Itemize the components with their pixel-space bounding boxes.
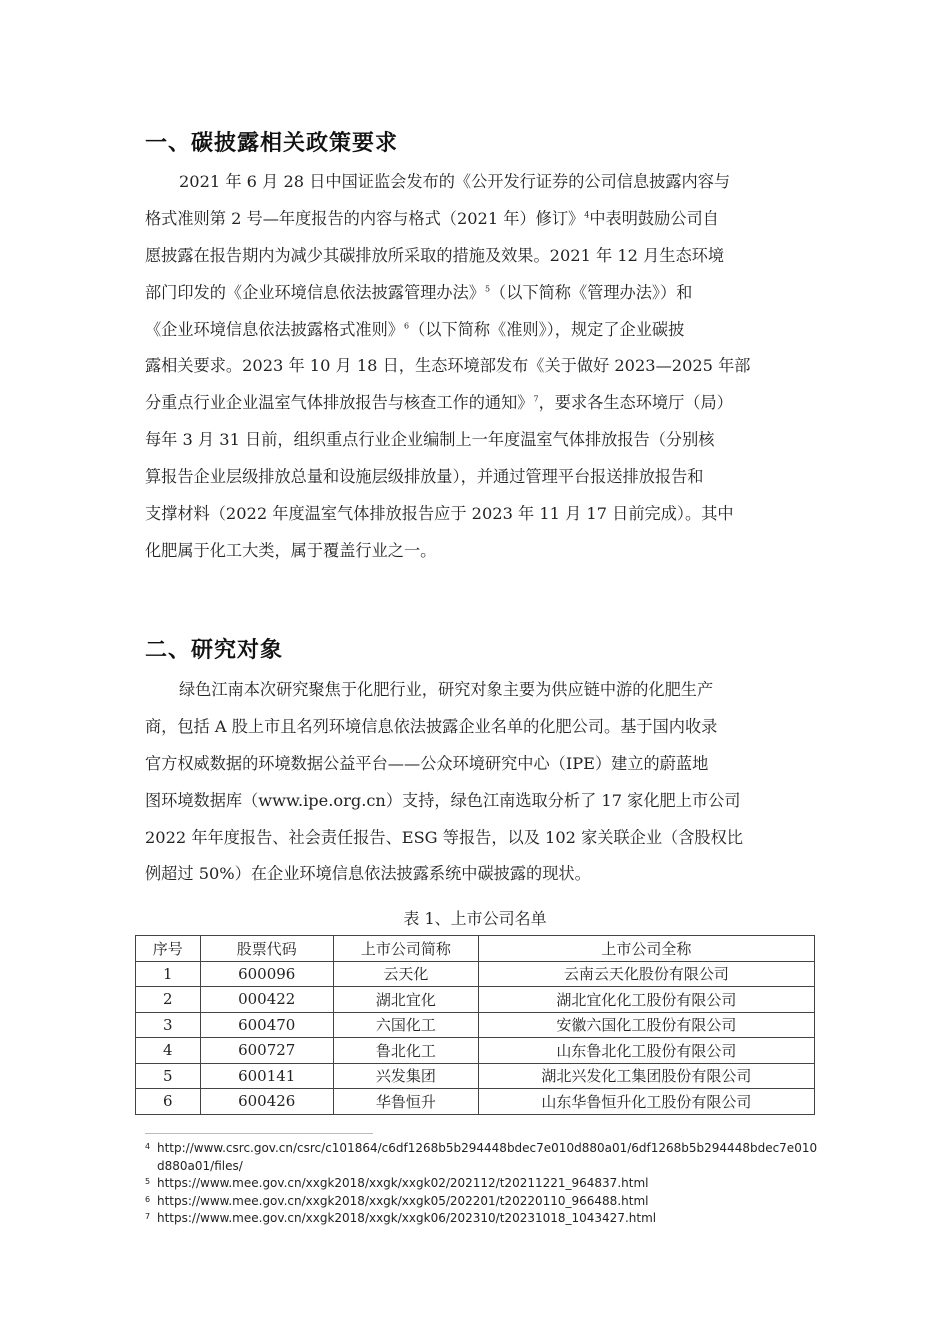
footnote-marker: 6 bbox=[404, 321, 410, 331]
line-text: 中表明鼓励公司自 bbox=[589, 208, 719, 228]
line-text: 分重点行业企业温室气体排放报告与核查工作的通知》 bbox=[145, 393, 534, 413]
table-cell: 600426 bbox=[200, 1089, 333, 1115]
table-cell: 000422 bbox=[200, 987, 333, 1013]
paragraph-line: 商，包括 A 股上市且名列环境信息依法披露企业名单的化肥公司。基于国内收录 bbox=[145, 716, 718, 736]
line-text: ，要求各生态环境厅（局） bbox=[538, 393, 733, 413]
line-text: （以下简称《准则》），规定了企业碳披 bbox=[409, 319, 685, 339]
footnote-url-line: https://www.mee.gov.cn/xxgk2018/xxgk/xxgk06/202310/t20231018_1043427.html bbox=[157, 1211, 657, 1225]
table-row bbox=[136, 1063, 815, 1089]
policy-paragraph bbox=[145, 164, 807, 570]
footnote-url-line: d880a01/files/ bbox=[157, 1158, 243, 1173]
table-cell: 云南云天化股份有限公司 bbox=[478, 961, 814, 987]
table-row bbox=[136, 987, 815, 1013]
table-cell: 6 bbox=[136, 1089, 201, 1115]
footnote-number: 4 bbox=[145, 1142, 151, 1151]
research-paragraph bbox=[145, 672, 807, 893]
table-header-row bbox=[136, 936, 815, 962]
footnote-url-line: http://www.csrc.gov.cn/csrc/c101864/c6df1268b5b294448bdec7e010d880a01/6df1268b5b294448bdec7e010 bbox=[157, 1141, 818, 1155]
table-cell: 3 bbox=[136, 1012, 201, 1038]
table-caption: 表 1、上市公司名单 bbox=[403, 909, 547, 928]
line-text: 《企业环境信息依法披露格式准则》 bbox=[145, 319, 404, 339]
paragraph-line bbox=[145, 201, 807, 238]
table-cell: 600470 bbox=[200, 1012, 333, 1038]
table-cell: 云天化 bbox=[333, 961, 478, 987]
section-heading-research-object: 二、研究对象 bbox=[145, 638, 284, 663]
footnote-marker: 7 bbox=[533, 394, 539, 404]
footnote bbox=[145, 1210, 825, 1228]
column-header: 上市公司简称 bbox=[333, 936, 478, 962]
column-header: 股票代码 bbox=[200, 936, 333, 962]
table-row bbox=[136, 961, 815, 987]
footnote-url[interactable] bbox=[157, 1210, 825, 1228]
footnote-marker: 4 bbox=[584, 210, 590, 220]
line-text: 格式准则第 2 号—年度报告的内容与格式（2021 年）修订》 bbox=[145, 208, 585, 228]
table-cell: 兴发集团 bbox=[333, 1063, 478, 1089]
paragraph-line: 2022 年年度报告、社会责任报告、ESG 等报告，以及 102 家关联企业（含股权比 bbox=[145, 827, 743, 847]
table-cell: 湖北兴发化工集团股份有限公司 bbox=[478, 1063, 814, 1089]
paragraph-line: 支撑材料（2022 年度温室气体排放报告应于 2023 年 11 月 17 日前完成）。其中 bbox=[145, 504, 734, 524]
footnotes bbox=[145, 1140, 825, 1228]
table-cell: 安徽六国化工股份有限公司 bbox=[478, 1012, 814, 1038]
paragraph-line: 官方权威数据的环境数据公益平台——公众环境研究中心（IPE）建立的蔚蓝地 bbox=[145, 753, 709, 773]
paragraph-line: 2021 年 6 月 28 日中国证监会发布的《公开发行证券的公司信息披露内容与 bbox=[179, 172, 731, 191]
table-row bbox=[136, 1012, 815, 1038]
table-row bbox=[136, 1089, 815, 1115]
footnote bbox=[145, 1175, 825, 1193]
table-cell: 5 bbox=[136, 1063, 201, 1089]
table-cell: 600727 bbox=[200, 1038, 333, 1064]
footnote-divider bbox=[145, 1133, 373, 1134]
table-cell: 2 bbox=[136, 987, 201, 1013]
table-cell: 鲁北化工 bbox=[333, 1038, 478, 1064]
footnote-number: 7 bbox=[145, 1212, 151, 1221]
paragraph-line: 例超过 50%）在企业环境信息依法披露系统中碳披露的现状。 bbox=[145, 864, 591, 884]
table-cell: 600141 bbox=[200, 1063, 333, 1089]
paragraph-line: 绿色江南本次研究聚焦于化肥行业，研究对象主要为供应链中游的化肥生产 bbox=[179, 680, 714, 699]
footnote bbox=[145, 1193, 825, 1211]
paragraph-line: 愿披露在报告期内为减少其碳排放所采取的措施及效果。2021 年 12 月生态环境 bbox=[145, 245, 725, 265]
paragraph-line: 每年 3 月 31 日前，组织重点行业企业编制上一年度温室气体排放报告（分别核 bbox=[145, 430, 715, 450]
footnote-url-line: https://www.mee.gov.cn/xxgk2018/xxgk/xxgk05/202201/t20220110_966488.html bbox=[157, 1193, 649, 1208]
table-cell: 1 bbox=[136, 961, 201, 987]
line-text: 部门印发的《企业环境信息依法披露管理办法》 bbox=[145, 282, 485, 302]
footnote-number: 5 bbox=[145, 1177, 151, 1186]
line-text: （以下简称《管理办法》）和 bbox=[490, 282, 693, 302]
company-table bbox=[135, 935, 815, 1115]
column-header: 序号 bbox=[136, 936, 201, 962]
paragraph-line bbox=[145, 275, 807, 312]
table-cell: 山东鲁北化工股份有限公司 bbox=[478, 1038, 814, 1064]
table-cell: 华鲁恒升 bbox=[333, 1089, 478, 1115]
table-cell: 湖北宜化化工股份有限公司 bbox=[478, 987, 814, 1013]
column-header: 上市公司全称 bbox=[478, 936, 814, 962]
footnote-marker: 5 bbox=[484, 284, 491, 294]
paragraph-line bbox=[145, 312, 807, 349]
section-heading-policy: 一、碳披露相关政策要求 bbox=[145, 131, 399, 156]
paragraph-line: 算报告企业层级排放总量和设施层级排放量），并通过管理平台报送排放报告和 bbox=[145, 467, 704, 487]
footnote-url[interactable] bbox=[157, 1193, 825, 1211]
paragraph-line: 露相关要求。2023 年 10 月 18 日，生态环境部发布《关于做好 2023—2025 年部 bbox=[145, 356, 751, 376]
paragraph-line: 化肥属于化工大类，属于覆盖行业之一。 bbox=[145, 540, 437, 560]
footnote-url[interactable] bbox=[157, 1175, 825, 1193]
table-row bbox=[136, 1038, 815, 1064]
paragraph-line bbox=[145, 385, 807, 422]
footnote-url-line: https://www.mee.gov.cn/xxgk2018/xxgk/xxgk02/202112/t20211221_964837.html bbox=[157, 1176, 649, 1190]
footnote bbox=[145, 1140, 825, 1175]
footnote-url[interactable] bbox=[157, 1140, 825, 1175]
table-cell: 4 bbox=[136, 1038, 201, 1064]
paragraph-line: 图环境数据库（www.ipe.org.cn）支持，绿色江南选取分析了 17 家化肥上市公司 bbox=[145, 790, 741, 810]
table-cell: 600096 bbox=[200, 961, 333, 987]
table-cell: 湖北宜化 bbox=[333, 987, 478, 1013]
footnote-number: 6 bbox=[145, 1194, 151, 1204]
table-cell: 山东华鲁恒升化工股份有限公司 bbox=[478, 1089, 814, 1115]
table-cell: 六国化工 bbox=[333, 1012, 478, 1038]
